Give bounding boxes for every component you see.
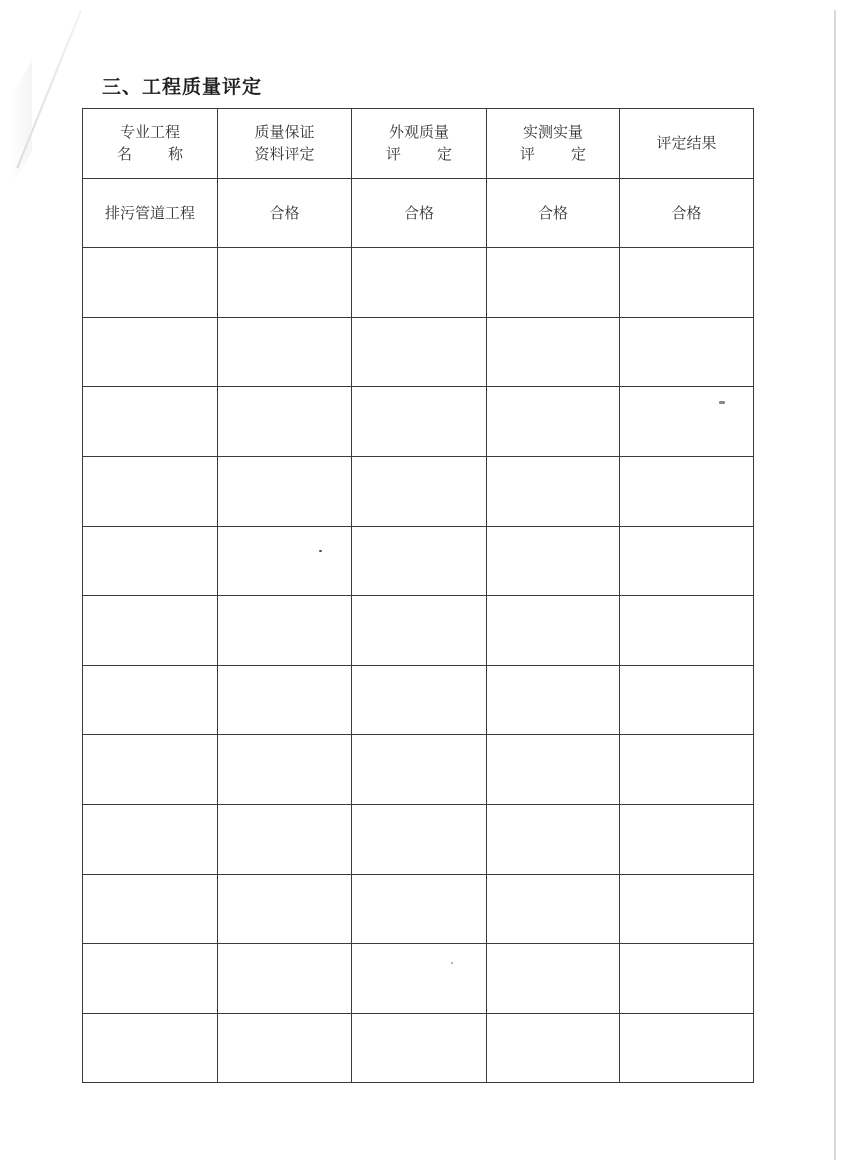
cell-result: 合格 xyxy=(620,178,754,248)
header-line: 实测实量 xyxy=(522,123,583,142)
cell-result xyxy=(620,735,754,805)
table-header-row xyxy=(83,109,754,179)
cell-appearance-quality xyxy=(352,248,487,318)
cell-result xyxy=(620,317,754,387)
scan-speck xyxy=(719,401,725,404)
header-line: 资料评定 xyxy=(254,145,315,164)
cell-quality-docs xyxy=(218,248,352,318)
cell-result xyxy=(620,526,754,596)
cell-appearance-quality: 合格 xyxy=(352,178,487,248)
cell-project-name xyxy=(83,874,218,944)
cell-measurement xyxy=(487,248,620,318)
cell-project-name xyxy=(83,804,218,874)
header-quality-docs xyxy=(218,109,352,179)
cell-measurement xyxy=(487,944,620,1014)
table-row xyxy=(83,387,754,457)
cell-quality-docs xyxy=(218,804,352,874)
cell-appearance-quality xyxy=(352,1013,487,1083)
cell-appearance-quality xyxy=(352,665,487,735)
header-line: 质量保证 xyxy=(254,123,315,142)
header-appearance-quality xyxy=(352,109,487,179)
table-row xyxy=(83,526,754,596)
cell-project-name: 排污管道工程 xyxy=(83,178,218,248)
table-row xyxy=(83,248,754,318)
cell-measurement xyxy=(487,874,620,944)
cell-result xyxy=(620,387,754,457)
table-row xyxy=(83,317,754,387)
table-row xyxy=(83,456,754,526)
header-measurement xyxy=(487,109,620,179)
section-title: 三、工程质量评定 xyxy=(102,76,263,98)
cell-result xyxy=(620,456,754,526)
cell-measurement xyxy=(487,596,620,666)
cell-quality-docs xyxy=(218,874,352,944)
cell-appearance-quality xyxy=(352,944,487,1014)
scan-edge-artifact xyxy=(834,10,836,1160)
cell-result xyxy=(620,874,754,944)
cell-measurement: 合格 xyxy=(487,178,620,248)
cell-quality-docs xyxy=(218,665,352,735)
cell-measurement xyxy=(487,1013,620,1083)
cell-measurement xyxy=(487,456,620,526)
cell-project-name xyxy=(83,944,218,1014)
cell-project-name xyxy=(83,596,218,666)
cell-measurement xyxy=(487,387,620,457)
cell-quality-docs xyxy=(218,1013,352,1083)
header-line: 专业工程 xyxy=(119,123,180,142)
table-row xyxy=(83,944,754,1014)
table-row xyxy=(83,665,754,735)
cell-appearance-quality xyxy=(352,596,487,666)
cell-quality-docs xyxy=(218,456,352,526)
cell-project-name xyxy=(83,456,218,526)
cell-quality-docs xyxy=(218,596,352,666)
table-row xyxy=(83,1013,754,1083)
cell-project-name xyxy=(83,248,218,318)
cell-measurement xyxy=(487,526,620,596)
cell-measurement xyxy=(487,317,620,387)
cell-measurement xyxy=(487,665,620,735)
cell-appearance-quality xyxy=(352,456,487,526)
cell-appearance-quality xyxy=(352,874,487,944)
cell-project-name xyxy=(83,735,218,805)
header-line: 评定结果 xyxy=(656,134,717,153)
table-row xyxy=(83,178,754,248)
cell-result xyxy=(620,596,754,666)
table-row xyxy=(83,596,754,666)
table-row xyxy=(83,735,754,805)
cell-quality-docs xyxy=(218,387,352,457)
cell-project-name xyxy=(83,665,218,735)
header-project-name xyxy=(83,109,218,179)
cell-project-name xyxy=(83,387,218,457)
cell-result xyxy=(620,944,754,1014)
cell-appearance-quality xyxy=(352,526,487,596)
scan-shadow-artifact xyxy=(10,61,32,189)
table-body xyxy=(83,178,754,1083)
table-row xyxy=(83,804,754,874)
quality-assessment-table xyxy=(82,108,754,1083)
cell-quality-docs xyxy=(218,735,352,805)
cell-result xyxy=(620,248,754,318)
cell-project-name xyxy=(83,317,218,387)
cell-result xyxy=(620,665,754,735)
cell-result xyxy=(620,804,754,874)
cell-appearance-quality xyxy=(352,735,487,805)
cell-appearance-quality xyxy=(352,387,487,457)
cell-appearance-quality xyxy=(352,804,487,874)
scan-speck xyxy=(451,962,453,964)
header-result xyxy=(620,109,754,179)
cell-project-name xyxy=(83,1013,218,1083)
cell-measurement xyxy=(487,804,620,874)
cell-quality-docs xyxy=(218,317,352,387)
scan-speck xyxy=(319,550,322,552)
table-row xyxy=(83,874,754,944)
cell-result xyxy=(620,1013,754,1083)
cell-quality-docs: 合格 xyxy=(218,178,352,248)
header-line: 名 称 xyxy=(116,145,184,164)
header-line: 评 定 xyxy=(385,145,453,164)
header-line: 评 定 xyxy=(519,145,587,164)
cell-measurement xyxy=(487,735,620,805)
header-line: 外观质量 xyxy=(388,123,449,142)
cell-project-name xyxy=(83,526,218,596)
cell-appearance-quality xyxy=(352,317,487,387)
cell-quality-docs xyxy=(218,944,352,1014)
cell-quality-docs xyxy=(218,526,352,596)
